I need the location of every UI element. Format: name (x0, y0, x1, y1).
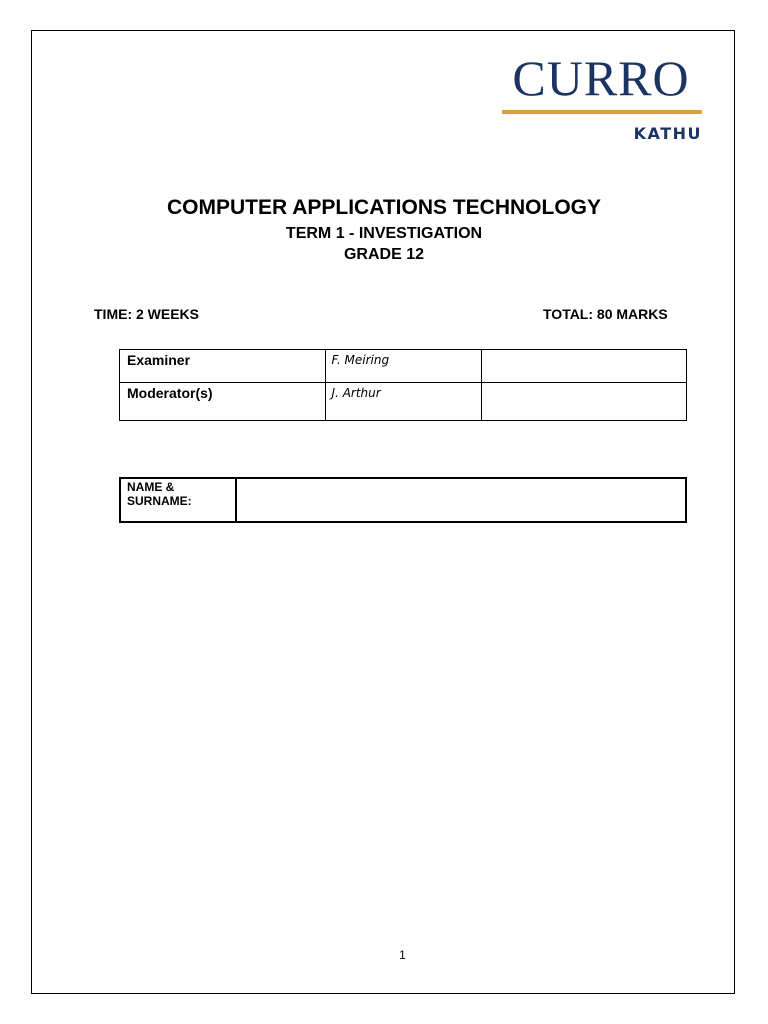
moderator-name: J. Arthur (325, 383, 482, 421)
logo-campus-text: KATHU (633, 124, 702, 143)
staff-table (119, 349, 687, 421)
curro-logo (498, 50, 704, 145)
logo-underline-bar (502, 110, 702, 114)
examiner-role: Examiner (120, 350, 326, 383)
time-label: TIME: 2 WEEKS (94, 306, 200, 322)
student-name-row (120, 478, 686, 522)
examiner-signature-cell (482, 350, 687, 383)
examiner-name: F. Meiring (325, 350, 482, 383)
page-number: 1 (399, 948, 406, 962)
name-surname-label: NAME & SURNAME: (120, 478, 236, 522)
logo-brand-text: CURRO (512, 50, 690, 106)
moderator-role: Moderator(s) (120, 383, 326, 421)
name-surname-field[interactable] (236, 478, 686, 522)
moderator-signature-cell (482, 383, 687, 421)
staff-row-examiner (120, 350, 687, 383)
student-name-table (119, 477, 687, 523)
total-marks-label: TOTAL: 80 MARKS (543, 306, 668, 322)
document-grade: GRADE 12 (343, 246, 425, 263)
document-title: COMPUTER APPLICATIONS TECHNOLOGY (166, 196, 601, 219)
staff-row-moderator (120, 383, 687, 421)
document-subtitle: TERM 1 - INVESTIGATION (285, 225, 483, 242)
